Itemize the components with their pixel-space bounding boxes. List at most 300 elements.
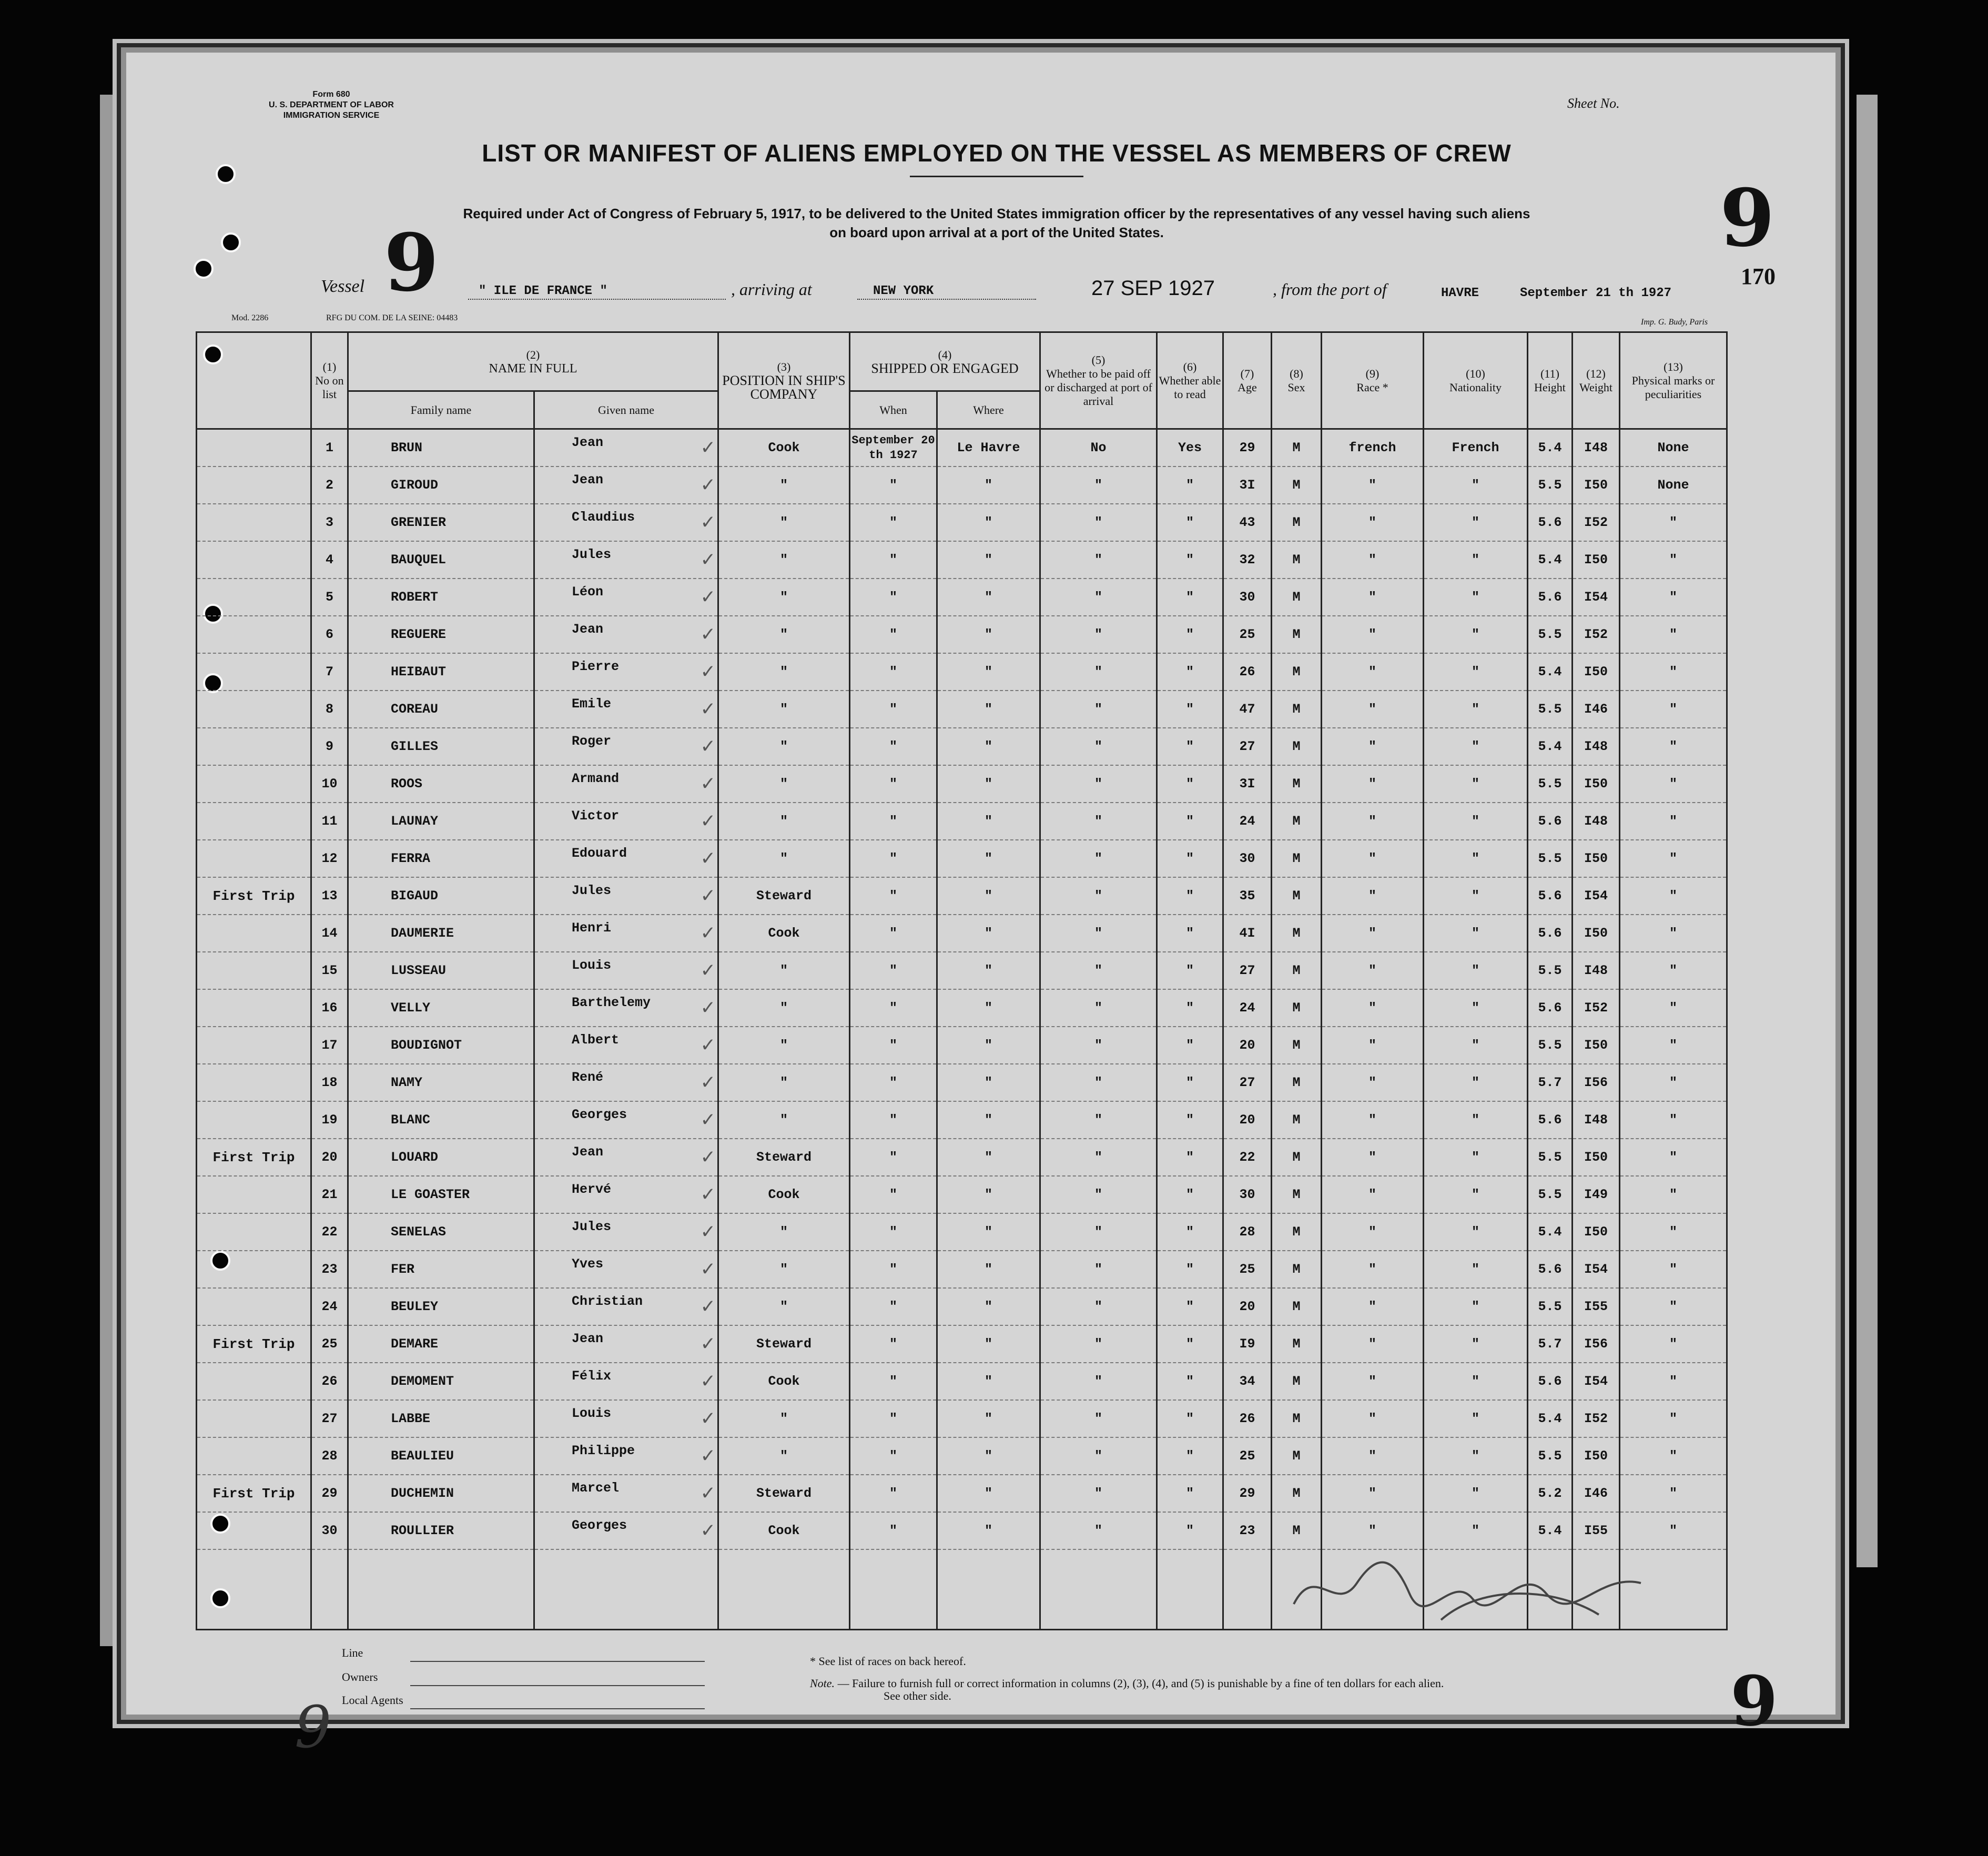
check-mark-icon: ✓ [701,773,714,797]
paid-off-cell: " [1040,803,1157,840]
first-trip-note-cell [197,1213,311,1251]
weight-cell: I54 [1573,579,1620,616]
family-name-cell: BRUN [348,429,534,467]
paid-off-cell: " [1040,1325,1157,1363]
physical-marks-cell: " [1620,1512,1727,1549]
given-name-cell: Albert ✓ [534,1027,718,1064]
physical-marks-cell: " [1620,915,1727,952]
physical-marks-cell: " [1620,989,1727,1027]
race-cell: " [1322,466,1424,504]
physical-marks-cell: " [1620,616,1727,653]
height-cell: 5.5 [1528,616,1573,653]
able-to-read-cell: " [1157,952,1223,989]
family-name-cell: LAUNAY [348,803,534,840]
check-mark-icon: ✓ [701,1035,714,1058]
check-mark-icon: ✓ [701,922,714,946]
paid-off-cell: " [1040,541,1157,579]
shipped-where-cell: " [937,1176,1040,1213]
sex-cell: M [1272,1288,1322,1325]
shipped-where-cell: " [937,1512,1040,1549]
weight-cell: I52 [1573,616,1620,653]
able-to-read-cell: " [1157,877,1223,915]
position-cell: " [718,579,850,616]
position-cell: " [718,1437,850,1475]
race-cell: french [1322,429,1424,467]
paid-off-cell: " [1040,728,1157,765]
row-number-cell: 29 [311,1475,348,1512]
given-name-cell: Jean ✓ [534,429,718,467]
header-able-to-read: (6) Whether able to read [1157,332,1223,429]
shipped-where-cell: " [937,653,1040,691]
title-underline [910,176,1083,177]
height-cell: 5.7 [1528,1064,1573,1101]
age-cell: 35 [1223,877,1272,915]
race-cell: " [1322,915,1424,952]
race-cell: " [1322,1363,1424,1400]
sheet-number-stamp: 9 [1720,172,1775,265]
family-name-cell: REGUERE [348,616,534,653]
able-to-read-cell: " [1157,1064,1223,1101]
header-sex: (8) Sex [1272,332,1322,429]
vessel-dots [468,299,726,300]
family-name-cell: BEULEY [348,1288,534,1325]
nationality-cell: " [1424,1363,1528,1400]
shipped-where-cell: " [937,1213,1040,1251]
row-number-cell: 22 [311,1213,348,1251]
shipped-when-cell: " [850,1213,937,1251]
paid-off-cell: " [1040,579,1157,616]
weight-cell: I49 [1573,1176,1620,1213]
age-cell: 22 [1223,1139,1272,1176]
first-trip-note-cell [197,504,311,541]
shipped-when-cell: " [850,1064,937,1101]
physical-marks-cell: " [1620,765,1727,803]
paper-edge-right [1857,95,1878,1567]
given-name-cell: Jean ✓ [534,1325,718,1363]
height-cell: 5.5 [1528,765,1573,803]
age-cell: 3I [1223,466,1272,504]
race-cell: " [1322,1475,1424,1512]
table-row [197,1400,1727,1437]
shipped-when-cell: " [850,616,937,653]
weight-cell: I54 [1573,877,1620,915]
blank-cell [197,1549,311,1630]
able-to-read-cell: " [1157,989,1223,1027]
owners-rule [410,1685,705,1686]
age-cell: 20 [1223,1288,1272,1325]
age-cell: 23 [1223,1512,1272,1549]
weight-cell: I50 [1573,1213,1620,1251]
departure-date: September 21 th 1927 [1520,286,1672,300]
arriving-label: , arriving at [731,280,812,299]
shipped-where-cell: " [937,1363,1040,1400]
shipped-when-cell: " [850,1325,937,1363]
vessel-stamp-number: 9 [384,217,439,309]
race-cell: " [1322,616,1424,653]
able-to-read-cell: " [1157,653,1223,691]
first-trip-note-cell [197,1101,311,1139]
physical-marks-cell: " [1620,952,1727,989]
position-cell: " [718,989,850,1027]
age-cell: 26 [1223,653,1272,691]
family-name-cell: ROULLIER [348,1512,534,1549]
first-trip-note-cell [197,915,311,952]
paid-off-cell: " [1040,1475,1157,1512]
table-row [197,504,1727,541]
first-trip-note-cell [197,1400,311,1437]
given-name-cell: Victor ✓ [534,803,718,840]
table-row [197,1363,1727,1400]
age-cell: 43 [1223,504,1272,541]
sex-cell: M [1272,803,1322,840]
nationality-cell: " [1424,1325,1528,1363]
first-trip-note-cell: First Trip [197,1325,311,1363]
sex-cell: M [1272,1213,1322,1251]
race-cell: " [1322,1064,1424,1101]
shipped-when-cell: " [850,765,937,803]
height-cell: 5.5 [1528,1139,1573,1176]
physical-marks-cell: " [1620,1251,1727,1288]
shipped-where-cell: " [937,1325,1040,1363]
age-cell: 29 [1223,1475,1272,1512]
row-number-cell: 8 [311,691,348,728]
nationality-cell: French [1424,429,1528,467]
table-row [197,989,1727,1027]
check-mark-icon: ✓ [701,512,714,535]
position-cell: " [718,466,850,504]
arrival-date-stamp: 27 SEP 1927 [1091,277,1215,300]
nationality-cell: " [1424,1064,1528,1101]
age-cell: 26 [1223,1400,1272,1437]
shipped-when-cell: " [850,579,937,616]
first-trip-note-cell [197,1176,311,1213]
shipped-where-cell: " [937,1437,1040,1475]
row-number-cell: 10 [311,765,348,803]
paid-off-cell: " [1040,1251,1157,1288]
header-no-on-list: (1) No on list [311,332,348,429]
header-physical-marks: (13) Physical marks or peculiarities [1620,332,1727,429]
family-name-cell: ROOS [348,765,534,803]
race-cell: " [1322,1251,1424,1288]
family-name-cell: BEAULIEU [348,1437,534,1475]
paid-off-cell: No [1040,429,1157,467]
race-cell: " [1322,1325,1424,1363]
shipped-where-cell: " [937,1475,1040,1512]
family-name-cell: ROBERT [348,579,534,616]
position-cell: " [718,728,850,765]
able-to-read-cell: " [1157,840,1223,877]
nationality-cell: " [1424,541,1528,579]
weight-cell: I48 [1573,429,1620,467]
sex-cell: M [1272,504,1322,541]
family-name-cell: COREAU [348,691,534,728]
shipped-where-cell: " [937,1027,1040,1064]
position-cell: Cook [718,1512,850,1549]
age-cell: 27 [1223,952,1272,989]
shipped-where-cell: " [937,728,1040,765]
sex-cell: M [1272,466,1322,504]
shipped-when-cell: " [850,1512,937,1549]
family-name-cell: LABBE [348,1400,534,1437]
able-to-read-cell: " [1157,1475,1223,1512]
nationality-cell: " [1424,803,1528,840]
sheet-label: Sheet No. [1567,96,1620,111]
table-row [197,952,1727,989]
position-cell: Cook [718,1176,850,1213]
first-trip-note-cell [197,1288,311,1325]
position-cell: " [718,840,850,877]
local-agents-label: Local Agents [342,1693,403,1707]
first-trip-note-cell: First Trip [197,1475,311,1512]
physical-marks-cell: " [1620,728,1727,765]
table-row [197,579,1727,616]
height-cell: 5.6 [1528,579,1573,616]
age-cell: 25 [1223,616,1272,653]
position-cell: " [718,616,850,653]
family-name-cell: SENELAS [348,1213,534,1251]
family-name-cell: GRENIER [348,504,534,541]
able-to-read-cell: " [1157,616,1223,653]
sex-cell: M [1272,1400,1322,1437]
shipped-where-cell: " [937,803,1040,840]
given-name-cell: Hervé ✓ [534,1176,718,1213]
height-cell: 5.4 [1528,1512,1573,1549]
physical-marks-cell: " [1620,504,1727,541]
weight-cell: I48 [1573,1101,1620,1139]
check-mark-icon: ✓ [701,1483,714,1506]
sex-cell: M [1272,429,1322,467]
shipped-when-cell: " [850,1400,937,1437]
check-mark-icon: ✓ [701,1221,714,1245]
race-cell: " [1322,728,1424,765]
position-cell: " [718,765,850,803]
sex-cell: M [1272,616,1322,653]
age-cell: 30 [1223,840,1272,877]
family-name-cell: BAUQUEL [348,541,534,579]
family-name-cell: BOUDIGNOT [348,1027,534,1064]
nationality-cell: " [1424,877,1528,915]
from-port: HAVRE [1441,286,1479,300]
weight-cell: I50 [1573,1437,1620,1475]
check-mark-icon: ✓ [701,1184,714,1208]
table-row [197,765,1727,803]
race-cell: " [1322,989,1424,1027]
position-cell: " [718,541,850,579]
shipped-where-cell: " [937,1064,1040,1101]
age-cell: 27 [1223,728,1272,765]
paid-off-cell: " [1040,840,1157,877]
paid-off-cell: " [1040,1437,1157,1475]
nationality-cell: " [1424,1251,1528,1288]
check-mark-icon: ✓ [701,661,714,685]
height-cell: 5.5 [1528,466,1573,504]
position-cell: Steward [718,1475,850,1512]
age-cell: 25 [1223,1251,1272,1288]
shipped-when-cell: " [850,1363,937,1400]
age-cell: 30 [1223,579,1272,616]
first-trip-note-cell [197,653,311,691]
blank-cell [850,1549,937,1630]
row-number-cell: 16 [311,989,348,1027]
able-to-read-cell: " [1157,1288,1223,1325]
form-header [252,89,410,121]
first-trip-note-cell: First Trip [197,1139,311,1176]
sex-cell: M [1272,1101,1322,1139]
sex-cell: M [1272,765,1322,803]
shipped-when-cell: " [850,1176,937,1213]
nationality-cell: " [1424,1437,1528,1475]
check-mark-icon: ✓ [701,997,714,1021]
check-mark-icon: ✓ [701,885,714,909]
age-cell: 47 [1223,691,1272,728]
row-number-cell: 7 [311,653,348,691]
family-name-cell: NAMY [348,1064,534,1101]
first-trip-note-cell [197,579,311,616]
race-cell: " [1322,691,1424,728]
sex-cell: M [1272,1139,1322,1176]
shipped-when-cell: " [850,952,937,989]
height-cell: 5.4 [1528,1400,1573,1437]
check-mark-icon: ✓ [701,810,714,834]
row-number-cell: 6 [311,616,348,653]
physical-marks-cell: " [1620,803,1727,840]
first-trip-note-cell [197,1027,311,1064]
row-number-cell: 9 [311,728,348,765]
sex-cell: M [1272,1363,1322,1400]
position-cell: " [718,1400,850,1437]
registry-number: RFG DU COM. DE LA SEINE: 04483 [326,313,458,322]
paid-off-cell: " [1040,504,1157,541]
vessel-label: Vessel [321,277,365,296]
shipped-where-cell: " [937,466,1040,504]
nationality-cell: " [1424,952,1528,989]
race-cell: " [1322,1288,1424,1325]
paid-off-cell: " [1040,616,1157,653]
nationality-cell: " [1424,1400,1528,1437]
age-cell: 28 [1223,1213,1272,1251]
family-name-cell: LOUARD [348,1139,534,1176]
table-row [197,616,1727,653]
paid-off-cell: " [1040,1101,1157,1139]
height-cell: 5.6 [1528,877,1573,915]
footer-sheet-stamp: 9 [1730,1661,1778,1741]
nationality-cell: " [1424,1512,1528,1549]
row-number-cell: 3 [311,504,348,541]
shipped-when-cell: " [850,1027,937,1064]
shipped-when-cell: " [850,840,937,877]
sex-cell: M [1272,989,1322,1027]
check-mark-icon: ✓ [701,698,714,722]
physical-marks-cell: " [1620,840,1727,877]
age-cell: 30 [1223,1176,1272,1213]
given-name-cell: Armand ✓ [534,765,718,803]
row-number-cell: 11 [311,803,348,840]
shipped-where-cell: " [937,1101,1040,1139]
shipped-where-cell: " [937,877,1040,915]
check-mark-icon: ✓ [701,549,714,573]
blank-cell [348,1549,534,1630]
table-row [197,1139,1727,1176]
nationality-cell: " [1424,466,1528,504]
physical-marks-cell: " [1620,1475,1727,1512]
table-row [197,1213,1727,1251]
nationality-cell: " [1424,616,1528,653]
check-mark-icon: ✓ [701,1520,714,1544]
table-row [197,1325,1727,1363]
position-cell: " [718,952,850,989]
able-to-read-cell: " [1157,1176,1223,1213]
sex-cell: M [1272,1475,1322,1512]
shipped-when-cell: " [850,541,937,579]
table-row [197,728,1727,765]
paid-off-cell: " [1040,1064,1157,1101]
shipped-where-cell: " [937,915,1040,952]
row-number-cell: 4 [311,541,348,579]
weight-cell: I52 [1573,504,1620,541]
physical-marks-cell: " [1620,579,1727,616]
age-cell: 34 [1223,1363,1272,1400]
sex-cell: M [1272,653,1322,691]
position-cell: " [718,691,850,728]
shipped-where-cell: " [937,765,1040,803]
shipped-where-cell: " [937,541,1040,579]
physical-marks-cell: " [1620,1027,1727,1064]
row-number-cell: 12 [311,840,348,877]
table-row [197,803,1727,840]
sex-cell: M [1272,1437,1322,1475]
weight-cell: I46 [1573,691,1620,728]
weight-cell: I46 [1573,1475,1620,1512]
check-mark-icon: ✓ [701,474,714,498]
vessel-name: " ILE DE FRANCE " [479,284,607,298]
nationality-cell: " [1424,1139,1528,1176]
race-cell: " [1322,579,1424,616]
sex-cell: M [1272,1512,1322,1549]
weight-cell: I50 [1573,1027,1620,1064]
given-name-cell: Georges ✓ [534,1512,718,1549]
weight-cell: I50 [1573,765,1620,803]
first-trip-note-cell [197,429,311,467]
agents-rule [410,1708,705,1709]
nationality-cell: " [1424,1288,1528,1325]
note-text: — Failure to furnish full or correct information in columns (2), (3), (4), and (5) is punishable by a fine of ten dollars for each alien. [835,1677,1444,1690]
blank-cell [311,1549,348,1630]
blank-cell [1040,1549,1157,1630]
owners-label: Owners [342,1670,378,1683]
race-cell: " [1322,1027,1424,1064]
race-cell: " [1322,1176,1424,1213]
age-cell: 20 [1223,1027,1272,1064]
row-number-cell: 17 [311,1027,348,1064]
first-trip-note-cell [197,728,311,765]
able-to-read-cell: Yes [1157,429,1223,467]
shipped-when-cell: " [850,877,937,915]
weight-cell: I48 [1573,803,1620,840]
weight-cell: I56 [1573,1325,1620,1363]
row-number-cell: 5 [311,579,348,616]
subtitle-line-2: on board upon arrival at a port of the United States. [829,225,1164,240]
notes-column-header [197,332,311,429]
age-cell: 4I [1223,915,1272,952]
able-to-read-cell: " [1157,1251,1223,1288]
physical-marks-cell: " [1620,1101,1727,1139]
check-mark-icon: ✓ [701,1333,714,1357]
page-number: 170 [1741,263,1776,289]
paid-off-cell: " [1040,1400,1157,1437]
family-name-cell: LE GOASTER [348,1176,534,1213]
check-mark-icon: ✓ [701,1371,714,1394]
paid-off-cell: " [1040,877,1157,915]
